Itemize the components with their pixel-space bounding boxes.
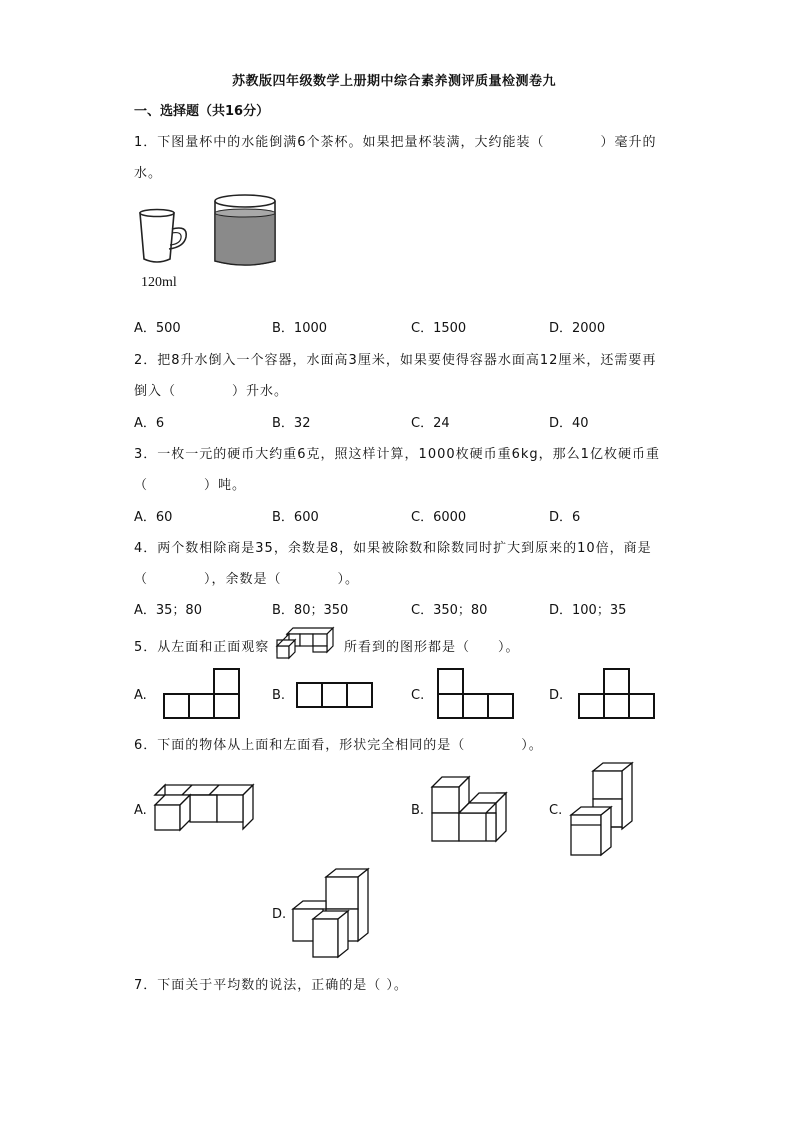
q4-option-d[interactable]: D．100；35	[549, 603, 627, 618]
question-4-line-2: （ ），余数是（ ）。	[134, 572, 360, 587]
q4-option-a[interactable]: A．35；80	[134, 603, 202, 618]
q5-option-a-figure	[163, 668, 241, 720]
q2-option-b[interactable]: B．32	[272, 416, 311, 431]
q6-option-c[interactable]: C.	[549, 803, 563, 818]
q5-option-d-figure	[578, 668, 656, 720]
q5-option-b[interactable]: B.	[272, 688, 286, 703]
q6-option-b-figure	[430, 775, 510, 843]
q1-option-a[interactable]: A．500	[134, 321, 181, 336]
q4-option-c[interactable]: C．350；80	[411, 603, 488, 618]
q5-option-d[interactable]: D.	[549, 688, 564, 703]
question-6-text: 6．下面的物体从上面和左面看，形状完全相同的是（ ）。	[134, 738, 543, 753]
question-7-text: 7．下面关于平均数的说法，正确的是（ ）。	[134, 978, 408, 993]
q2-option-c[interactable]: C．24	[411, 416, 450, 431]
question-3-line-1: 3．一枚一元的硬币大约重6克，照这样计算，1000枚硬币重6kg，那么1亿枚硬币重	[134, 447, 660, 462]
q3-option-b[interactable]: B．600	[272, 510, 319, 525]
q5-option-a[interactable]: A.	[134, 688, 147, 703]
page-title: 苏教版四年级数学上册期中综合素养测评质量检测卷九	[232, 74, 557, 89]
question-4-line-1: 4．两个数相除商是35，余数是8，如果被除数和除数同时扩大到原来的10倍，商是	[134, 541, 652, 556]
question-5-text-start: 5．从左面和正面观察	[134, 640, 270, 655]
measuring-beaker-icon	[213, 193, 277, 269]
q6-option-a-figure	[153, 784, 257, 834]
q4-option-b[interactable]: B．80；350	[272, 603, 349, 618]
teacup-icon	[134, 207, 194, 269]
q6-option-a[interactable]: A.	[134, 803, 147, 818]
q5-option-c-figure	[437, 668, 515, 720]
q6-option-c-figure	[569, 761, 635, 857]
q5-option-b-figure	[296, 682, 374, 709]
q1-option-d[interactable]: D．2000	[549, 321, 606, 336]
q6-option-b[interactable]: B.	[411, 803, 425, 818]
q3-option-c[interactable]: C．6000	[411, 510, 467, 525]
question-3-line-2: （ ）吨。	[134, 478, 247, 493]
question-5-text-end: 所看到的图形都是（ ）。	[344, 640, 520, 655]
question-2-line-2: 倒入（ ）升水。	[134, 384, 289, 399]
q3-option-d[interactable]: D．6	[549, 510, 581, 525]
question-1-line-2: 水。	[134, 166, 163, 181]
cube-row-3d-figure	[275, 626, 339, 660]
q2-option-a[interactable]: A．6	[134, 416, 165, 431]
teacup-volume-label: 120ml	[141, 275, 177, 290]
section-heading-choice: 一、选择题（共16分）	[134, 104, 270, 119]
question-2-line-1: 2．把8升水倒入一个容器，水面高3厘米，如果要使得容器水面高12厘米，还需要再	[134, 353, 657, 368]
q6-option-d-figure	[291, 867, 371, 959]
q1-option-c[interactable]: C．1500	[411, 321, 467, 336]
q6-option-d[interactable]: D.	[272, 907, 287, 922]
q2-option-d[interactable]: D．40	[549, 416, 589, 431]
q1-option-b[interactable]: B．1000	[272, 321, 328, 336]
question-1-line-1: 1．下图量杯中的水能倒满6个茶杯。如果把量杯装满，大约能装（ ）毫升的	[134, 135, 657, 150]
q3-option-a[interactable]: A．60	[134, 510, 173, 525]
q5-option-c[interactable]: C.	[411, 688, 425, 703]
